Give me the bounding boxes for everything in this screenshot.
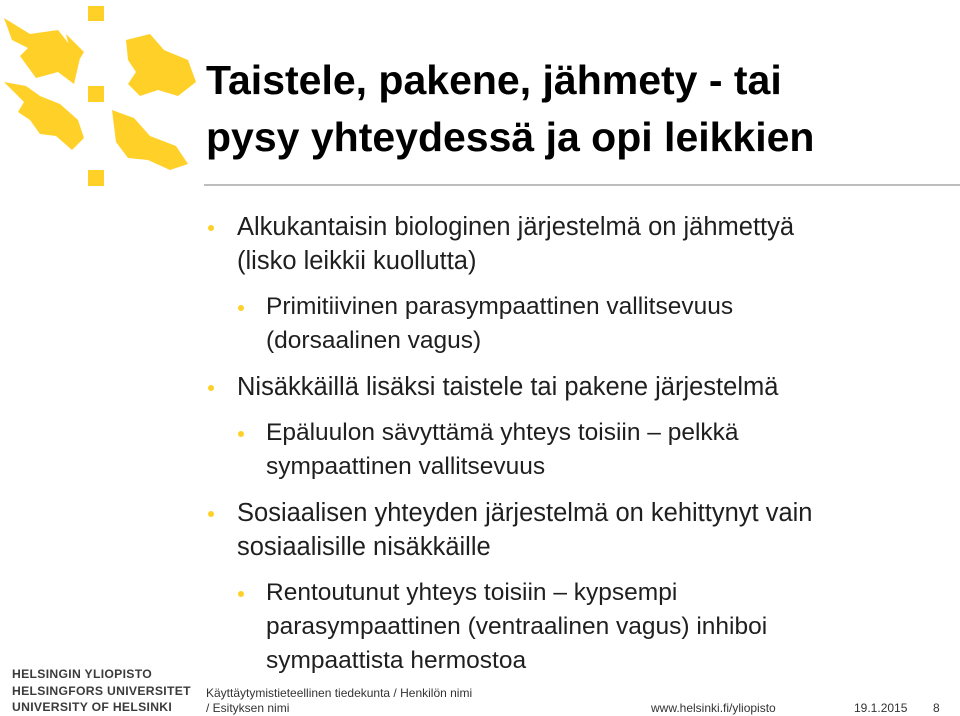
bullet-dot-icon [208, 225, 214, 231]
bullet-text: parasympaattinen (ventraalinen vagus) inhiboi [266, 613, 768, 640]
bullet-text: (lisko leikkii kuollutta) [237, 247, 477, 275]
footer-url: www.helsinki.fi/yliopisto [651, 701, 776, 715]
bullet-item [206, 370, 946, 404]
faculty-line-1: Käyttäytymistieteellinen tiedekunta / Henkilön nimi [206, 686, 473, 700]
sub-bullet-item [206, 416, 946, 484]
bullet-text: sympaattista hermostoa [266, 647, 527, 674]
bullet-text: (dorsaalinen vagus) [266, 327, 482, 354]
title-line-1: Taistele, pakene, jähmety - tai [206, 57, 782, 103]
bullet-dot-icon [238, 591, 244, 597]
bullet-text: Sosiaalisen yhteyden järjestelmä on kehittynyt vain [237, 499, 813, 527]
faculty-line-2: / Esityksen nimi [206, 701, 290, 715]
bullet-list [206, 210, 946, 690]
bullet-text: Rentoutunut yhteys toisiin – kypsempi [266, 579, 678, 606]
bullet-text: Epäluulon sävyttämä yhteys toisiin – pelkkä [266, 419, 739, 446]
bullet-dot-icon [208, 385, 214, 391]
university-name-sv: HELSINGFORS UNIVERSITET [12, 683, 191, 698]
bullet-dot-icon [238, 305, 244, 311]
sub-bullet-item [206, 290, 946, 358]
title-line-2: pysy yhteydessä ja opi leikkien [206, 114, 815, 160]
slide-title [206, 52, 946, 166]
helsinki-flame-logo-icon [0, 0, 205, 200]
university-name [12, 666, 202, 716]
title-divider [204, 184, 960, 186]
bullet-text: Nisäkkäillä lisäksi taistele tai pakene järjestelmä [237, 373, 779, 401]
page-number: 8 [933, 701, 940, 715]
bullet-text: Alkukantaisin biologinen järjestelmä on jähmettyä [237, 213, 795, 241]
bullet-text: sympaattinen vallitsevuus [266, 453, 546, 480]
bullet-item [206, 210, 946, 278]
footer-faculty [206, 686, 546, 716]
university-name-fi: HELSINGIN YLIOPISTO [12, 667, 153, 681]
university-name-en: UNIVERSITY OF HELSINKI [12, 700, 173, 714]
bullet-text: Primitiivinen parasympaattinen vallitsevuus [266, 293, 734, 320]
footer-date: 19.1.2015 [854, 701, 908, 715]
bullet-item [206, 496, 946, 564]
bullet-text: sosiaalisille nisäkkäille [237, 533, 491, 561]
bullet-dot-icon [238, 431, 244, 437]
sub-bullet-item [206, 576, 946, 678]
bullet-dot-icon [208, 511, 214, 517]
